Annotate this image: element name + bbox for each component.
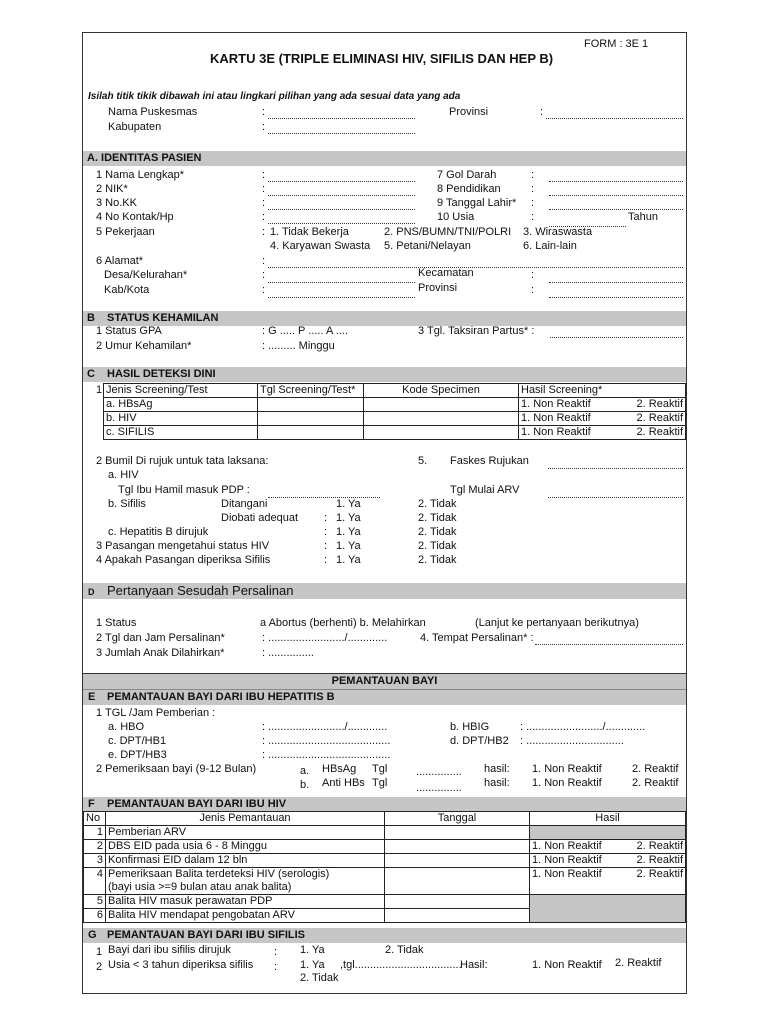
label-faskes: Faskes Rujukan <box>450 455 529 467</box>
kabupaten-field[interactable] <box>268 122 415 134</box>
label-sifilis: b. Sifilis <box>108 498 146 510</box>
status-options[interactable]: a Abortus (berhenti) b. Melahirkan <box>260 617 426 629</box>
label-gol-darah: 7 Gol Darah <box>437 169 497 181</box>
label-provinsi-2: Provinsi <box>418 282 458 294</box>
label-tgl: Tgl <box>372 777 388 789</box>
pekerjaan-option[interactable]: 1. Tidak Bekerja <box>270 226 349 238</box>
label-hepatitis: c. Hepatitis B dirujuk <box>108 526 209 538</box>
status-note: (Lanjut ke pertanyaan berikutnya) <box>475 617 639 629</box>
section-letter: D <box>88 587 95 597</box>
section-title: PEMANTAUAN BAYI DARI IBU HEPATITIS B <box>107 691 335 703</box>
label-alamat: 6 Alamat* <box>96 255 144 267</box>
option-non-reaktif[interactable]: 1. Non Reaktif <box>532 777 602 789</box>
hasil-cell-disabled <box>530 826 686 840</box>
row-number: 4 <box>84 868 106 895</box>
label-kab-kota: Kab/Kota <box>104 284 150 296</box>
jenis-pemantauan: Pemberian ARV <box>106 826 385 840</box>
option-tidak[interactable]: 2. Tidak <box>300 972 339 984</box>
item-number: 5. <box>418 455 428 467</box>
tanggal-cell[interactable] <box>385 895 530 909</box>
provinsi-field[interactable] <box>546 107 683 119</box>
label-hbig: b. HBIG <box>450 721 490 733</box>
instruction: Isilah titik tikik dibawah ini atau lingkari pilihan yang ada sesuai data yang ada <box>88 91 461 102</box>
label-hasil: hasil: <box>484 763 510 775</box>
nama-field[interactable] <box>268 170 415 182</box>
option-non-reaktif[interactable]: 1. Non Reaktif <box>521 412 591 424</box>
option-ya[interactable]: 1. Ya <box>336 498 361 510</box>
option-non-reaktif[interactable]: 1. Non Reaktif <box>521 398 591 410</box>
pekerjaan-option[interactable]: 6. Lain-lain <box>523 240 577 252</box>
umur-kehamilan-field[interactable]: : ......... Minggu <box>262 340 335 352</box>
colon: : <box>324 540 328 552</box>
hasil-cell[interactable] <box>530 868 686 895</box>
label-gpa: 1 Status GPA <box>96 325 162 337</box>
label-dpt-hb2: d. DPT/HB2 <box>450 735 509 747</box>
hasil-cell[interactable] <box>530 854 686 868</box>
label-provinsi: Provinsi <box>449 106 489 118</box>
label-tgl-pemberian: 1 TGL /Jam Pemberian : <box>96 707 216 719</box>
label-tempat-persalinan: 4. Tempat Persalinan* : <box>420 632 534 644</box>
pendidikan-field[interactable] <box>549 184 683 196</box>
option-non-reaktif[interactable]: 1. Non Reaktif <box>521 426 591 438</box>
label-pendidikan: 8 Pendidikan <box>437 183 501 195</box>
label-pdp: Tgl Ibu Hamil masuk PDP : <box>118 484 250 496</box>
label-umur-kehamilan: 2 Umur Kehamilan* <box>96 340 192 352</box>
label-pasangan-hiv: 3 Pasangan mengetahui status HIV <box>96 540 270 552</box>
label-pekerjaan: 5 Pekerjaan <box>96 226 155 238</box>
item-number: 1 <box>96 946 103 958</box>
option-reaktif[interactable]: 2. Reaktif <box>636 854 683 866</box>
colon: : <box>262 284 266 296</box>
kontak-field[interactable] <box>268 212 415 224</box>
label-hasil: Hasil: <box>460 959 488 971</box>
colon: : <box>531 269 535 281</box>
jenis-pemantauan: Balita HIV mendapat pengobatan ARV <box>106 909 385 923</box>
label-nama: 1 Nama Lengkap* <box>96 169 185 181</box>
hasil-cell-disabled <box>530 895 686 923</box>
kode-cell[interactable] <box>364 412 519 426</box>
tgl-cell[interactable] <box>258 412 364 426</box>
table-row <box>104 412 686 426</box>
colon: : <box>262 121 266 133</box>
alamat-field[interactable] <box>268 256 683 268</box>
pdp-field[interactable] <box>268 486 380 498</box>
dpt-hb1-field[interactable]: : ........................................ <box>262 735 391 747</box>
section-title: PEMANTAUAN BAYI DARI IBU SIFILIS <box>107 929 306 941</box>
tanggal-cell[interactable] <box>385 868 530 895</box>
option-tidak[interactable]: 2. Tidak <box>418 540 457 552</box>
label-dpt-hb1: c. DPT/HB1 <box>108 735 167 747</box>
option-non-reaktif[interactable]: 1. Non Reaktif <box>532 959 602 971</box>
colon: : <box>274 961 278 973</box>
jenis-pemantauan: Konfirmasi EID dalam 12 bln <box>106 854 385 868</box>
section-letter: E <box>88 691 96 703</box>
row-number: 5 <box>84 895 106 909</box>
pekerjaan-option[interactable]: 2. PNS/BUMN/TNI/POLRI <box>384 226 512 238</box>
table-row <box>84 868 686 895</box>
colon: : <box>531 183 535 195</box>
screening-table <box>103 383 686 440</box>
column-header: Kode Specimen <box>364 384 519 398</box>
label-desa: Desa/Kelurahan* <box>104 269 188 281</box>
tgl-cell[interactable] <box>258 426 364 440</box>
colon: : <box>274 946 278 958</box>
dpt-hb3-field[interactable]: : ........................................ <box>262 749 391 761</box>
colon: : <box>531 169 535 181</box>
hiv-monitoring-table <box>83 811 686 923</box>
jenis-pemantauan <box>106 868 385 895</box>
column-header: Hasil <box>530 812 686 826</box>
colon: : <box>262 106 266 118</box>
pekerjaan-option[interactable]: 5. Petani/Nelayan <box>384 240 471 252</box>
label-pemeriksaan-bayi: 2 Pemeriksaan bayi (9-12 Bulan) <box>96 763 257 775</box>
colon: : <box>324 512 328 524</box>
test-name: a. HBsAg <box>104 398 258 412</box>
puskesmas-field[interactable] <box>268 107 415 119</box>
label-status: 1 Status <box>96 617 137 629</box>
section-g-header <box>83 928 686 943</box>
form-code: FORM : 3E 1 <box>584 38 649 50</box>
jenis-line: (bayi usia >=9 bulan atau anak balita) <box>108 881 292 893</box>
label-hiv: a. HIV <box>108 469 139 481</box>
section-letter: F <box>88 798 95 810</box>
tgl-persalinan-field[interactable]: : ........................./............. <box>262 632 388 644</box>
label-tgl-persalinan: 2 Tgl dan Jam Persalinan* <box>96 632 225 644</box>
option-non-reaktif[interactable]: 1. Non Reaktif <box>532 854 602 866</box>
test-name: c. SIFILIS <box>104 426 258 440</box>
label-pasangan-sifilis: 4 Apakah Pasangan diperiksa Sifilis <box>96 554 271 566</box>
option-non-reaktif[interactable]: 1. Non Reaktif <box>532 763 602 775</box>
jenis-pemantauan: Balita HIV masuk perawatan PDP <box>106 895 385 909</box>
tanggal-cell[interactable] <box>385 909 530 923</box>
tempat-persalinan-field[interactable] <box>535 633 683 645</box>
item-number: 1 <box>96 384 103 396</box>
mulai-arv-field[interactable] <box>548 486 683 498</box>
label-taksiran-partus: 3 Tgl. Taksiran Partus* : <box>418 325 535 337</box>
table-row <box>84 840 686 854</box>
tgl-field[interactable]: ,tgl................................... <box>340 959 462 971</box>
label-mulai-arv: Tgl Mulai ARV <box>450 484 520 496</box>
tanggal-lahir-field[interactable] <box>549 198 683 210</box>
option-tidak[interactable]: 2. Tidak <box>418 554 457 566</box>
kode-cell[interactable] <box>364 426 519 440</box>
label-nik: 2 NIK* <box>96 183 128 195</box>
section-title: STATUS KEHAMILAN <box>107 312 219 324</box>
table-row <box>104 398 686 412</box>
pekerjaan-option[interactable]: 3. Wiraswasta <box>523 226 593 238</box>
label-jumlah-anak: 3 Jumlah Anak Dilahirkan* <box>96 647 225 659</box>
column-header: No <box>84 812 106 826</box>
hasil-cell[interactable] <box>519 412 686 426</box>
row-number: 2 <box>84 840 106 854</box>
label-kk: 3 No.KK <box>96 197 137 209</box>
gol-darah-field[interactable] <box>549 170 683 182</box>
section-b-header <box>83 311 686 326</box>
table-row <box>104 426 686 440</box>
colon: : <box>531 211 535 223</box>
label-usia: 10 Usia <box>437 211 475 223</box>
hbsag-tgl-field[interactable]: ............... <box>416 766 462 778</box>
table-row <box>84 854 686 868</box>
section-title: PEMANTAUAN BAYI <box>331 675 438 687</box>
colon: : <box>531 284 535 296</box>
tanggal-cell[interactable] <box>385 826 530 840</box>
test-name: b. HIV <box>104 412 258 426</box>
column-header: Jenis Screening/Test <box>104 384 258 398</box>
pekerjaan-option[interactable]: 4. Karyawan Swasta <box>270 240 371 252</box>
option-ya[interactable]: 1. Ya <box>336 512 361 524</box>
label-kontak: 4 No Kontak/Hp <box>96 211 174 223</box>
section-letter: G <box>88 929 97 941</box>
kode-cell[interactable] <box>364 398 519 412</box>
dpt-hb2-field[interactable]: : ................................ <box>520 735 624 747</box>
tanggal-cell[interactable] <box>385 854 530 868</box>
column-header: Hasil Screening* <box>519 384 686 398</box>
option-reaktif[interactable]: 2. Reaktif <box>636 426 683 438</box>
section-a-header <box>83 151 686 166</box>
colon: : <box>262 183 266 195</box>
option-reaktif[interactable]: 2. Reaktif <box>632 777 679 789</box>
form-title: KARTU 3E (TRIPLE ELIMINASI HIV, SIFILIS DAN HEP B) <box>210 51 554 66</box>
option-reaktif[interactable]: 2. Reaktif <box>632 763 679 775</box>
option-reaktif[interactable]: 2. Reaktif <box>615 957 662 969</box>
colon: : <box>262 169 266 181</box>
option-ya[interactable]: 1. Ya <box>300 959 325 971</box>
option-reaktif[interactable]: 2. Reaktif <box>636 868 683 880</box>
option-ya[interactable]: 1. Ya <box>336 526 361 538</box>
kk-field[interactable] <box>268 198 415 210</box>
colon: : <box>262 255 266 267</box>
item-letter: a. <box>300 765 310 777</box>
label-bayi-dirujuk: Bayi dari ibu sifilis dirujuk <box>108 944 231 956</box>
nik-field[interactable] <box>268 184 415 196</box>
row-number: 3 <box>84 854 106 868</box>
kecamatan-field[interactable] <box>549 271 683 283</box>
label-puskesmas: Nama Puskesmas <box>108 106 198 118</box>
label-kecamatan: Kecamatan <box>418 267 474 279</box>
option-reaktif[interactable]: 2. Reaktif <box>636 412 683 424</box>
colon: : <box>324 526 328 538</box>
pemantauan-bayi-header <box>83 673 686 690</box>
jenis-pemantauan: DBS EID pada usia 6 - 8 Minggu <box>106 840 385 854</box>
colon: : <box>262 197 266 209</box>
hasil-cell[interactable] <box>530 840 686 854</box>
option-non-reaktif[interactable]: 1. Non Reaktif <box>532 840 602 852</box>
label-tgl: Tgl <box>372 763 388 775</box>
item-letter: b. <box>300 779 310 791</box>
colon: : <box>324 554 328 566</box>
option-tidak[interactable]: 2. Tidak <box>418 498 457 510</box>
section-f-header <box>83 797 686 812</box>
column-header: Tanggal <box>385 812 530 826</box>
hbig-field[interactable]: : ........................./............. <box>520 721 646 733</box>
section-title: A. IDENTITAS PASIEN <box>87 152 202 164</box>
section-letter: C <box>87 368 95 380</box>
section-e-header <box>83 690 686 705</box>
label-ditangani: Ditangani <box>221 498 268 510</box>
provinsi-2-field[interactable] <box>549 286 683 298</box>
hbo-field[interactable]: : ........................./............. <box>262 721 388 733</box>
column-header: Jenis Pemantauan <box>106 812 385 826</box>
hasil-cell[interactable] <box>519 426 686 440</box>
kab-kota-field[interactable] <box>268 286 415 298</box>
jumlah-anak-field[interactable]: : ............... <box>262 647 314 659</box>
colon: : <box>262 269 266 281</box>
row-number: 6 <box>84 909 106 923</box>
section-title: HASIL DETEKSI DINI <box>107 368 216 380</box>
item-number: 2 <box>96 961 103 973</box>
colon: : <box>262 211 266 223</box>
option-ya[interactable]: 1. Ya <box>336 554 361 566</box>
column-header: Tgl Screening/Test* <box>258 384 364 398</box>
label-tanggal-lahir: 9 Tanggal Lahir* <box>437 197 517 209</box>
section-d-header <box>83 583 686 599</box>
hasil-cell[interactable] <box>519 398 686 412</box>
label-diobati: Diobati adequat <box>221 512 299 524</box>
label-hasil: hasil: <box>484 777 510 789</box>
colon: : <box>262 226 266 238</box>
option-ya[interactable]: 1. Ya <box>336 540 361 552</box>
option-tidak[interactable]: 2. Tidak <box>418 512 457 524</box>
gpa-field[interactable]: : G ..... P ..... A .... <box>262 325 348 337</box>
table-row <box>84 826 686 840</box>
tanggal-cell[interactable] <box>385 840 530 854</box>
colon: : <box>540 106 544 118</box>
label-kabupaten: Kabupaten <box>108 121 162 133</box>
section-title: PEMANTAUAN BAYI DARI IBU HIV <box>107 798 287 810</box>
label-usia-diperiksa: Usia < 3 tahun diperiksa sifilis <box>108 959 254 971</box>
jenis-line: Pemeriksaan Balita terdeteksi HIV (serologis) <box>108 868 330 880</box>
option-non-reaktif[interactable]: 1. Non Reaktif <box>532 868 602 880</box>
option-ya[interactable]: 1. Ya <box>300 944 325 956</box>
option-tidak[interactable]: 2. Tidak <box>385 944 424 956</box>
tgl-cell[interactable] <box>258 398 364 412</box>
colon: : <box>531 197 535 209</box>
section-letter: B <box>87 312 95 324</box>
label-anti-hbs: Anti HBs <box>322 777 365 789</box>
antihbs-tgl-field[interactable]: ............... <box>416 782 462 794</box>
desa-field[interactable] <box>268 271 415 283</box>
taksiran-partus-field[interactable] <box>550 326 683 338</box>
label-hbo: a. HBO <box>108 721 145 733</box>
faskes-field[interactable] <box>548 457 683 469</box>
section-title: Pertanyaan Sesudah Persalinan <box>107 583 294 598</box>
tahun-label: Tahun <box>628 211 658 223</box>
label-dpt-hb3: e. DPT/HB3 <box>108 749 167 761</box>
option-reaktif[interactable]: 2. Reaktif <box>636 398 683 410</box>
option-tidak[interactable]: 2. Tidak <box>418 526 457 538</box>
option-reaktif[interactable]: 2. Reaktif <box>636 840 683 852</box>
label-hbsag: HBsAg <box>322 763 357 775</box>
label-rujuk: 2 Bumil Di rujuk untuk tata laksana: <box>96 455 269 467</box>
row-number: 1 <box>84 826 106 840</box>
table-row <box>84 895 686 909</box>
section-c-header <box>83 367 686 382</box>
